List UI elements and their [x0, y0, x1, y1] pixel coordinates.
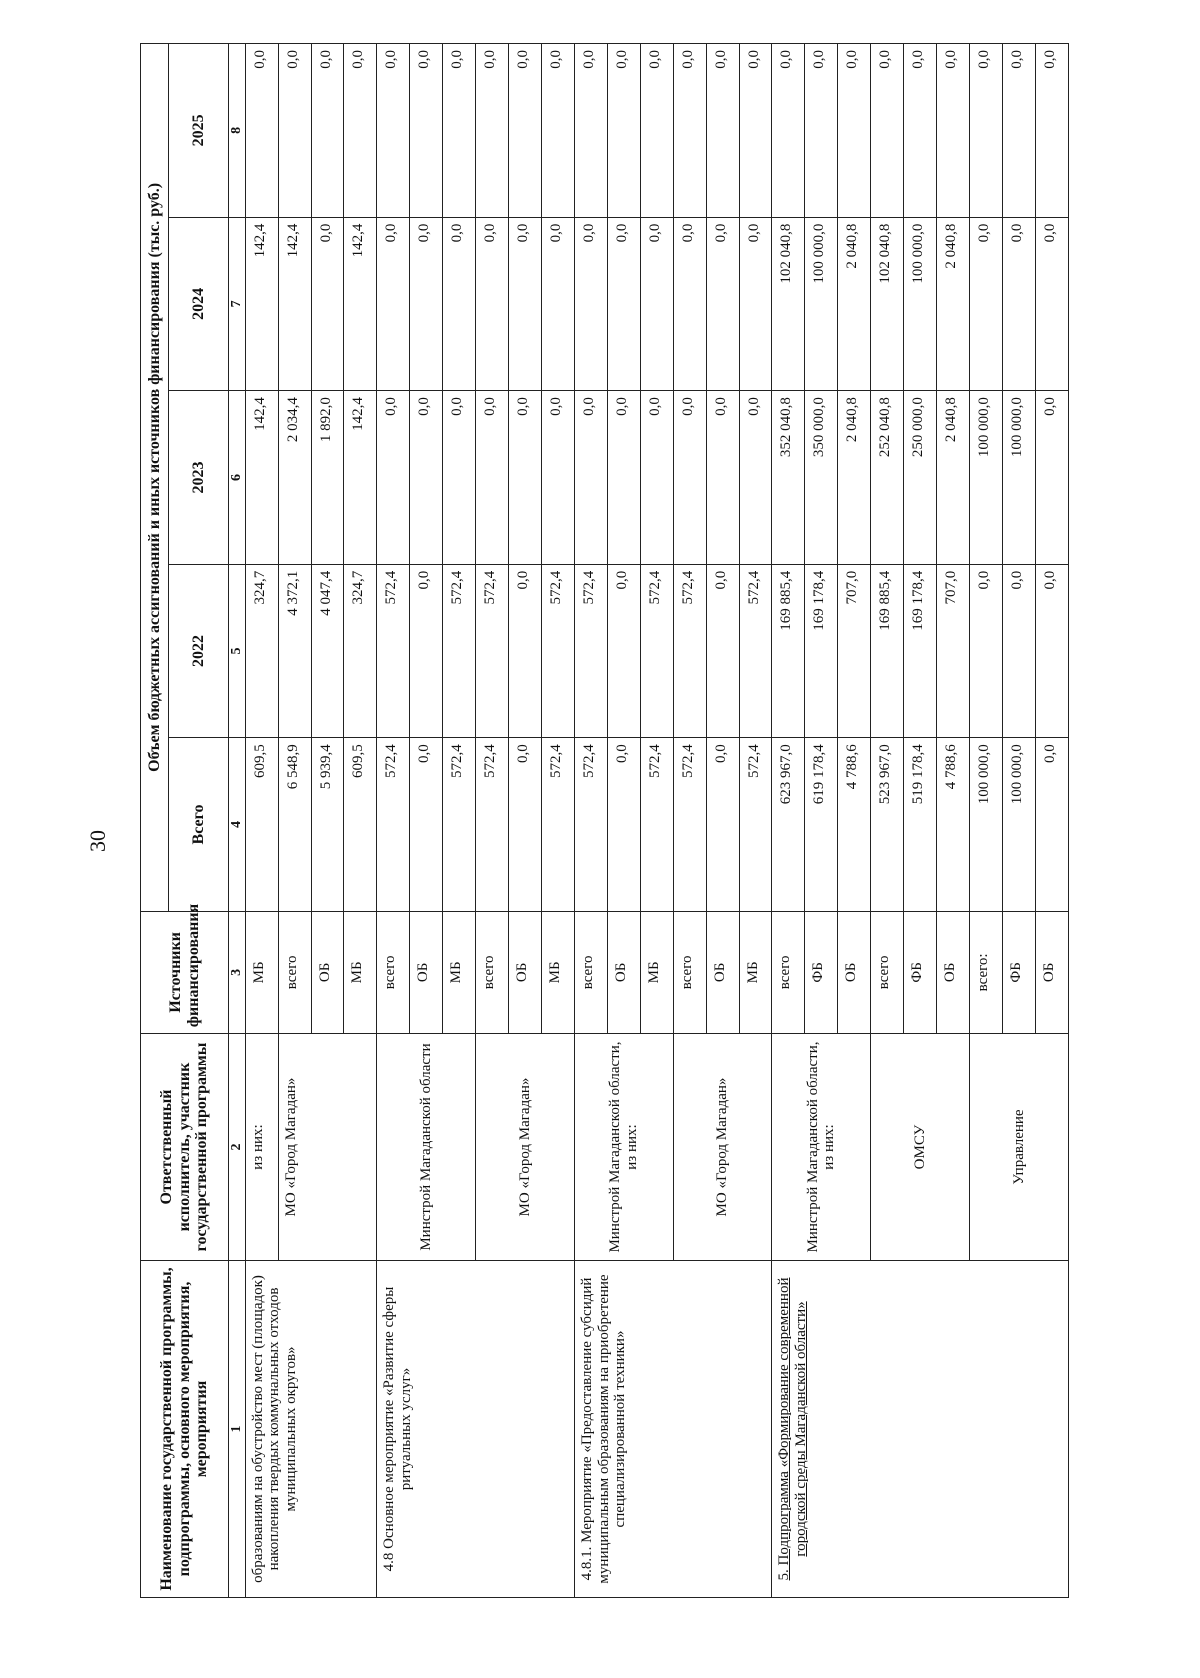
funding-source: ОБ [410, 911, 443, 1033]
amount-2024: 0,0 [377, 217, 410, 391]
amount-total: 0,0 [706, 738, 739, 912]
amount-2024: 2 040,8 [937, 217, 970, 391]
amount-2025: 0,0 [509, 44, 542, 218]
amount-2022: 324,7 [344, 564, 377, 738]
amount-2024: 2 040,8 [838, 217, 871, 391]
funding-source: ФБ [1002, 911, 1035, 1033]
amount-2024: 102 040,8 [772, 217, 805, 391]
amount-2025: 0,0 [969, 44, 1002, 218]
amount-total: 619 178,4 [805, 738, 838, 912]
amount-total: 0,0 [1035, 738, 1068, 912]
funding-source: всего [772, 911, 805, 1033]
funding-source: ОБ [1035, 911, 1068, 1033]
header-year-2025: 2025 [169, 44, 229, 218]
funding-source: ОБ [838, 911, 871, 1033]
amount-2024: 142,4 [245, 217, 278, 391]
amount-2022: 169 178,4 [805, 564, 838, 738]
funding-source: МБ [344, 911, 377, 1033]
column-number: 8 [229, 44, 246, 218]
amount-2023: 100 000,0 [1002, 391, 1035, 565]
amount-2024: 0,0 [410, 217, 443, 391]
amount-2025: 0,0 [772, 44, 805, 218]
amount-2023: 0,0 [1035, 391, 1068, 565]
amount-2022: 0,0 [969, 564, 1002, 738]
responsible-executor: Минстрой Магаданской области [377, 1034, 476, 1261]
amount-2023: 0,0 [377, 391, 410, 565]
funding-source: ОБ [509, 911, 542, 1033]
amount-total: 572,4 [673, 738, 706, 912]
amount-2024: 0,0 [1002, 217, 1035, 391]
funding-source: ФБ [904, 911, 937, 1033]
amount-2022: 324,7 [245, 564, 278, 738]
amount-2025: 0,0 [838, 44, 871, 218]
table-body [245, 44, 1068, 1598]
amount-2023: 0,0 [410, 391, 443, 565]
amount-2025: 0,0 [1002, 44, 1035, 218]
amount-2022: 4 372,1 [278, 564, 311, 738]
amount-2024: 0,0 [739, 217, 772, 391]
amount-2024: 0,0 [476, 217, 509, 391]
funding-source: всего [574, 911, 607, 1033]
amount-2025: 0,0 [607, 44, 640, 218]
funding-source: всего: [969, 911, 1002, 1033]
amount-2022: 0,0 [1002, 564, 1035, 738]
funding-source: ОБ [706, 911, 739, 1033]
amount-2023: 2 034,4 [278, 391, 311, 565]
responsible-executor: из них: [245, 1034, 278, 1261]
amount-2022: 0,0 [509, 564, 542, 738]
amount-total: 572,4 [476, 738, 509, 912]
amount-total: 5 939,4 [311, 738, 344, 912]
amount-2022: 0,0 [410, 564, 443, 738]
amount-2025: 0,0 [904, 44, 937, 218]
amount-2025: 0,0 [805, 44, 838, 218]
amount-2022: 169 885,4 [871, 564, 904, 738]
funding-table [140, 43, 1069, 1598]
responsible-executor: МО «Город Магадан» [673, 1034, 772, 1261]
amount-2022: 572,4 [541, 564, 574, 738]
amount-2022: 572,4 [739, 564, 772, 738]
column-number: 1 [229, 1260, 246, 1597]
funding-source: МБ [245, 911, 278, 1033]
amount-total: 523 967,0 [871, 738, 904, 912]
funding-source: ОБ [937, 911, 970, 1033]
amount-2023: 0,0 [574, 391, 607, 565]
amount-total: 609,5 [344, 738, 377, 912]
amount-2024: 142,4 [344, 217, 377, 391]
rotated-table-sheet [140, 43, 1069, 1598]
amount-2025: 0,0 [706, 44, 739, 218]
funding-source: ОБ [607, 911, 640, 1033]
program-item-name: образованиям на обустройство мест (площадок) накопления твердых коммунальных отходов муниципальных округов» [245, 1260, 377, 1597]
funding-source: всего [476, 911, 509, 1033]
column-number: 4 [229, 738, 246, 912]
amount-2025: 0,0 [410, 44, 443, 218]
amount-2023: 352 040,8 [772, 391, 805, 565]
header-program-name: Наименование государственной программы, подпрограммы, основного мероприятия, мероприятия [141, 1260, 229, 1597]
amount-total: 0,0 [607, 738, 640, 912]
responsible-executor: Минстрой Магаданской области, из них: [772, 1034, 871, 1261]
amount-2022: 707,0 [838, 564, 871, 738]
program-item-name: 4.8 Основное мероприятие «Развитие сферы ритуальных услуг» [377, 1260, 575, 1597]
amount-total: 572,4 [739, 738, 772, 912]
header-total: Всего [169, 738, 229, 912]
column-number: 3 [229, 911, 246, 1033]
funding-source: всего [673, 911, 706, 1033]
amount-2025: 0,0 [311, 44, 344, 218]
amount-2024: 0,0 [673, 217, 706, 391]
amount-2024: 0,0 [574, 217, 607, 391]
funding-source: МБ [443, 911, 476, 1033]
amount-2023: 350 000,0 [805, 391, 838, 565]
program-item-name: 4.8.1. Мероприятие «Предоставление субсидий муниципальным образованиям на приобретение специализированной техники» [574, 1260, 772, 1597]
responsible-executor: Минстрой Магаданской области, из них: [574, 1034, 673, 1261]
header-year-2023: 2023 [169, 391, 229, 565]
amount-2025: 0,0 [443, 44, 476, 218]
amount-2023: 252 040,8 [871, 391, 904, 565]
table-row [245, 44, 278, 1598]
funding-source: ФБ [805, 911, 838, 1033]
amount-2023: 0,0 [706, 391, 739, 565]
amount-total: 572,4 [574, 738, 607, 912]
amount-2023: 0,0 [541, 391, 574, 565]
amount-total: 623 967,0 [772, 738, 805, 912]
amount-2022: 572,4 [673, 564, 706, 738]
amount-total: 572,4 [377, 738, 410, 912]
responsible-executor: МО «Город Магадан» [476, 1034, 575, 1261]
amount-2023: 0,0 [673, 391, 706, 565]
amount-2023: 0,0 [640, 391, 673, 565]
funding-source: ОБ [311, 911, 344, 1033]
responsible-executor: МО «Город Магадан» [278, 1034, 377, 1261]
amount-2023: 0,0 [509, 391, 542, 565]
amount-2025: 0,0 [278, 44, 311, 218]
amount-2024: 0,0 [607, 217, 640, 391]
funding-source: всего [278, 911, 311, 1033]
amount-2024: 142,4 [278, 217, 311, 391]
amount-total: 572,4 [640, 738, 673, 912]
amount-2023: 1 892,0 [311, 391, 344, 565]
amount-2024: 0,0 [969, 217, 1002, 391]
amount-2025: 0,0 [871, 44, 904, 218]
amount-2022: 169 885,4 [772, 564, 805, 738]
amount-2025: 0,0 [541, 44, 574, 218]
amount-2024: 0,0 [706, 217, 739, 391]
amount-2025: 0,0 [1035, 44, 1068, 218]
amount-2025: 0,0 [739, 44, 772, 218]
funding-source: всего [377, 911, 410, 1033]
amount-2022: 0,0 [1035, 564, 1068, 738]
header-year-2024: 2024 [169, 217, 229, 391]
amount-2025: 0,0 [574, 44, 607, 218]
amount-total: 100 000,0 [1002, 738, 1035, 912]
amount-2024: 102 040,8 [871, 217, 904, 391]
amount-total: 6 548,9 [278, 738, 311, 912]
amount-2022: 4 047,4 [311, 564, 344, 738]
amount-2025: 0,0 [476, 44, 509, 218]
amount-2022: 572,4 [443, 564, 476, 738]
amount-2023: 0,0 [476, 391, 509, 565]
amount-2025: 0,0 [937, 44, 970, 218]
amount-2023: 0,0 [739, 391, 772, 565]
funding-source: МБ [541, 911, 574, 1033]
amount-total: 100 000,0 [969, 738, 1002, 912]
table-row [574, 44, 607, 1598]
amount-2025: 0,0 [673, 44, 706, 218]
header-sources: Источники финансирования [141, 911, 229, 1033]
program-item-name: 5. Подпрограмма «Формирование современной городской среды Магаданской области» [772, 1260, 1069, 1597]
amount-2024: 0,0 [541, 217, 574, 391]
amount-total: 0,0 [410, 738, 443, 912]
amount-2025: 0,0 [344, 44, 377, 218]
amount-2023: 2 040,8 [838, 391, 871, 565]
header-year-2022: 2022 [169, 564, 229, 738]
amount-2022: 0,0 [706, 564, 739, 738]
amount-2023: 250 000,0 [904, 391, 937, 565]
amount-total: 4 788,6 [937, 738, 970, 912]
amount-2025: 0,0 [377, 44, 410, 218]
amount-total: 0,0 [509, 738, 542, 912]
amount-total: 572,4 [541, 738, 574, 912]
header-funding-volume: Объем бюджетных ассигнований и иных источников финансирования (тыс. руб.) [141, 44, 169, 912]
table-row [377, 44, 410, 1598]
amount-2022: 0,0 [607, 564, 640, 738]
amount-2022: 572,4 [574, 564, 607, 738]
column-number: 2 [229, 1034, 246, 1261]
column-number: 7 [229, 217, 246, 391]
amount-2024: 0,0 [640, 217, 673, 391]
amount-2023: 142,4 [344, 391, 377, 565]
amount-2022: 572,4 [640, 564, 673, 738]
amount-2023: 2 040,8 [937, 391, 970, 565]
amount-2024: 0,0 [1035, 217, 1068, 391]
amount-2022: 169 178,4 [904, 564, 937, 738]
header-responsible: Ответственный исполнитель, участник государственной программы [141, 1034, 229, 1261]
amount-2024: 0,0 [443, 217, 476, 391]
funding-source: всего [871, 911, 904, 1033]
funding-source: МБ [640, 911, 673, 1033]
amount-2023: 0,0 [443, 391, 476, 565]
responsible-executor: ОМСУ [871, 1034, 970, 1261]
amount-total: 519 178,4 [904, 738, 937, 912]
amount-2023: 0,0 [607, 391, 640, 565]
funding-source: МБ [739, 911, 772, 1033]
column-number: 5 [229, 564, 246, 738]
amount-2024: 100 000,0 [904, 217, 937, 391]
amount-2022: 572,4 [476, 564, 509, 738]
table-row [772, 44, 805, 1598]
amount-total: 572,4 [443, 738, 476, 912]
amount-2025: 0,0 [640, 44, 673, 218]
amount-2024: 100 000,0 [805, 217, 838, 391]
amount-2023: 100 000,0 [969, 391, 1002, 565]
amount-2024: 0,0 [509, 217, 542, 391]
amount-2022: 572,4 [377, 564, 410, 738]
amount-2022: 707,0 [937, 564, 970, 738]
amount-total: 609,5 [245, 738, 278, 912]
amount-2024: 0,0 [311, 217, 344, 391]
column-number: 6 [229, 391, 246, 565]
amount-2025: 0,0 [245, 44, 278, 218]
amount-2023: 142,4 [245, 391, 278, 565]
amount-total: 4 788,6 [838, 738, 871, 912]
responsible-executor: Управление [969, 1034, 1068, 1261]
page-number: 30 [85, 830, 110, 852]
